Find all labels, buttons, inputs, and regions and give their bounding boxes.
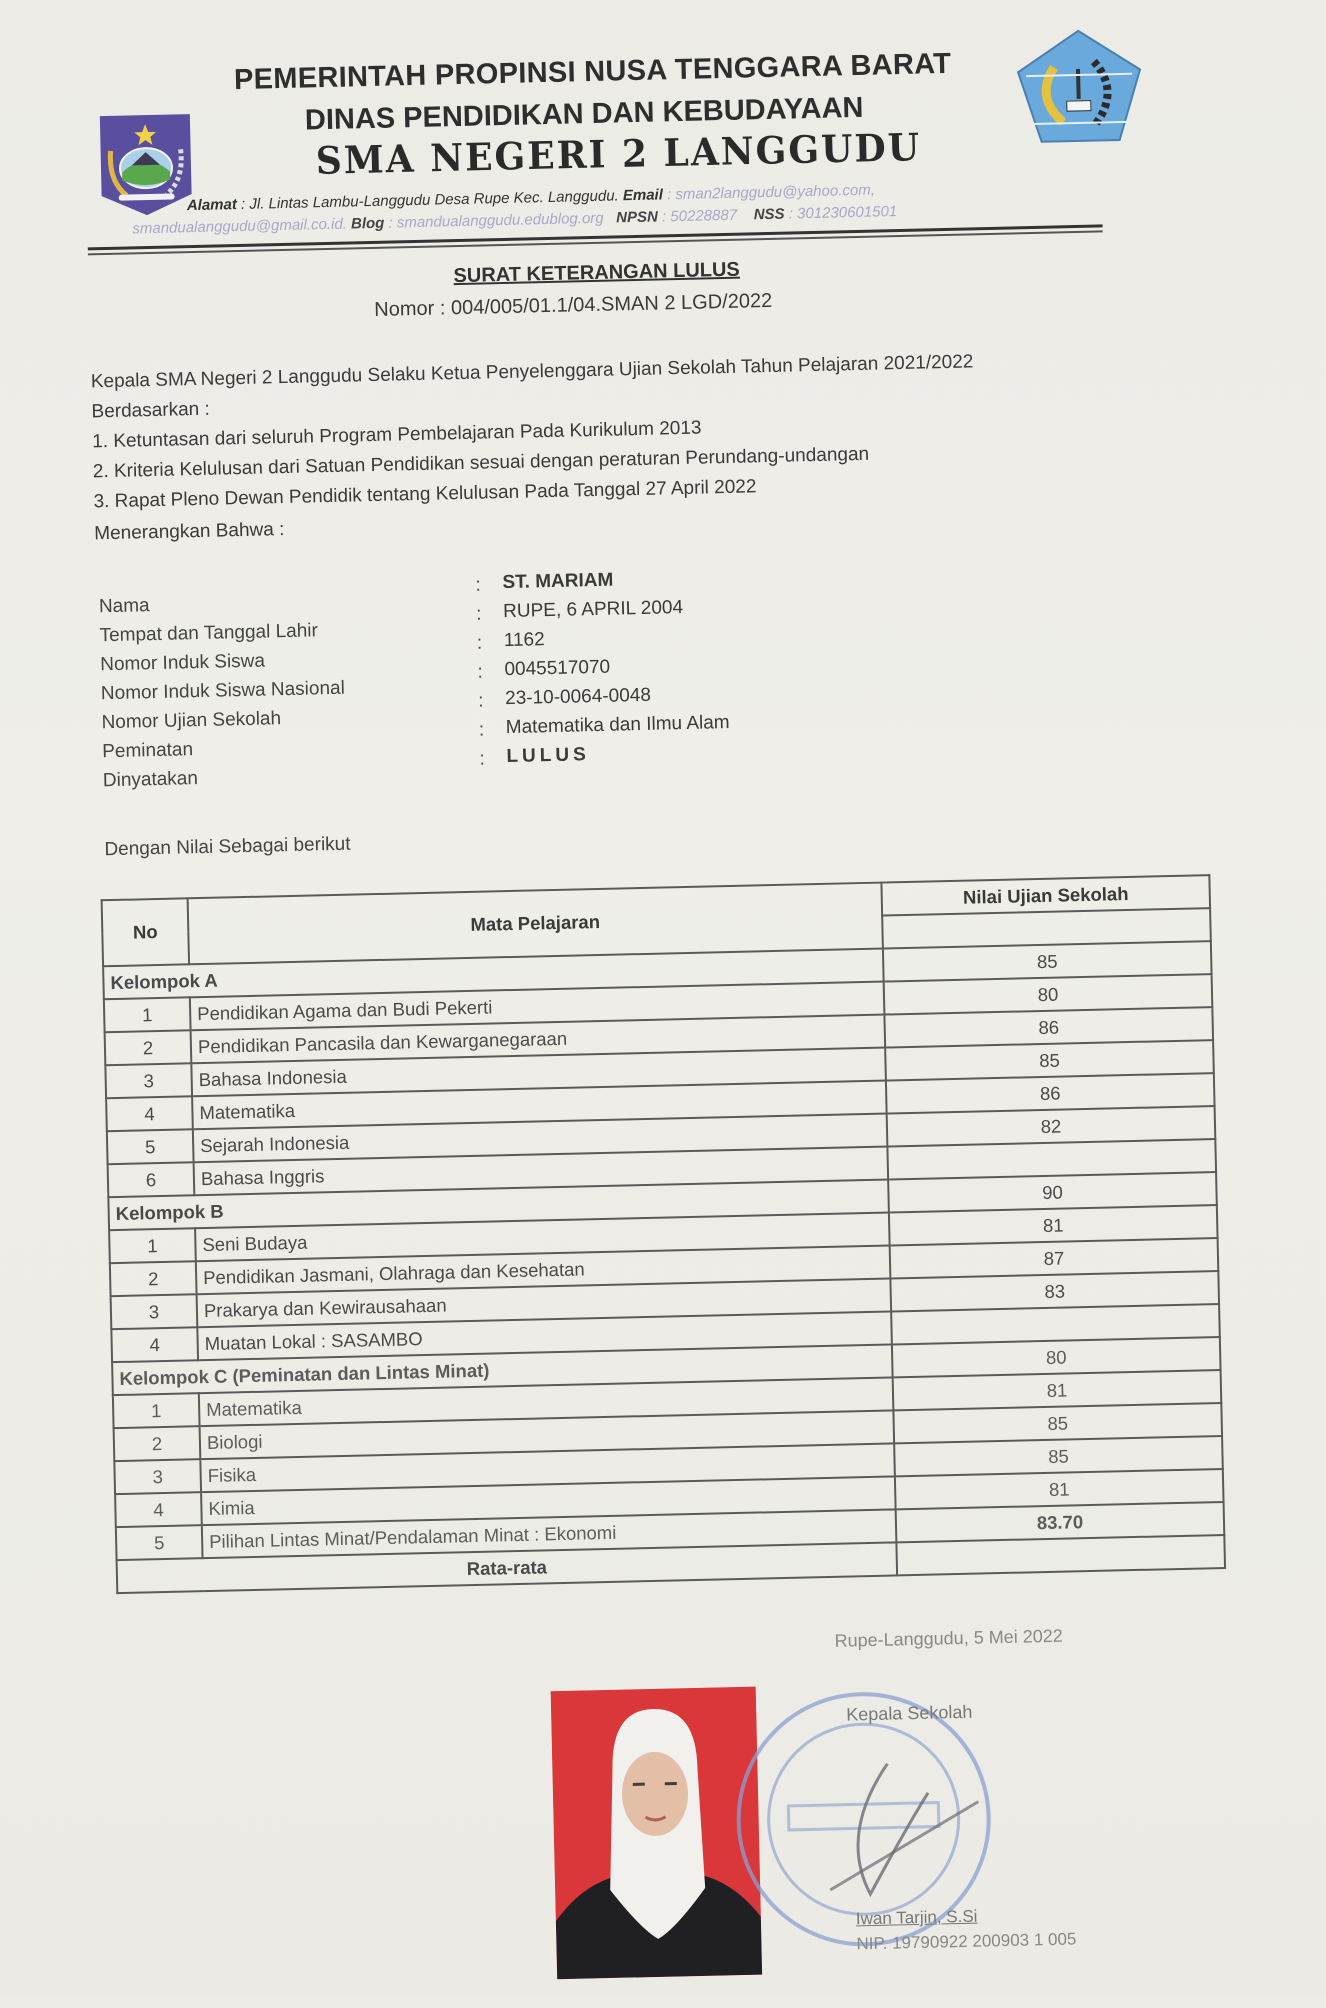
row-no: 2: [105, 1030, 192, 1065]
row-score: 86: [886, 1073, 1215, 1113]
row-no: 5: [107, 1129, 194, 1164]
row-subject: Kimia: [201, 1476, 896, 1525]
blog-value: : smandualanggudu.edublog.org: [388, 209, 604, 232]
field-colon: :: [478, 719, 485, 741]
row-score: 81: [893, 1370, 1222, 1410]
group-score: 80: [892, 1337, 1221, 1377]
row-subject: Matematika: [199, 1377, 894, 1426]
row-subject: Pendidikan Agama dan Budi Pekerti: [190, 982, 885, 1031]
student-nis: 1162: [503, 629, 545, 652]
row-subject: Seni Budaya: [195, 1213, 890, 1262]
row-score: 82: [887, 1106, 1216, 1146]
header-score: Nilai Ujian Sekolah: [881, 875, 1210, 915]
school-emblem-icon: [1013, 25, 1146, 146]
nss-label: NSS: [753, 205, 785, 224]
row-subject: Prakarya dan Kewirausahaan: [197, 1278, 892, 1327]
row-score: 83: [890, 1271, 1219, 1311]
grades-table: [101, 874, 1226, 1594]
field-colon: :: [477, 690, 484, 712]
row-no: 3: [111, 1294, 198, 1329]
row-score: 83.70: [896, 1502, 1225, 1542]
npsn-value: : 50228887: [661, 206, 738, 226]
field-colon: :: [479, 748, 486, 770]
letter-number: Nomor : 004/005/01.1/04.SMAN 2 LGD/2022: [374, 289, 773, 321]
average-value: [896, 1535, 1225, 1575]
row-subject: Bahasa Inggris: [194, 1147, 889, 1196]
field-colon: :: [475, 603, 482, 625]
opening-line: Kepala SMA Negeri 2 Langgudu Selaku Ketua Penyelenggara Ujian Sekolah Tahun Pelajaran 2021/2022: [90, 351, 974, 393]
field-label-birth: Tempat dan Tanggal Lahir: [99, 620, 319, 647]
row-no: 5: [116, 1525, 203, 1560]
basis-item: 1. Ketuntasan dari seluruh Program Pembelajaran Pada Kurikulum 2013: [91, 417, 702, 453]
email2-value: smandualanggudu@gmail.co.id.: [132, 215, 348, 238]
header-subject: Mata Pelajaran: [188, 883, 883, 965]
row-no: 4: [111, 1327, 198, 1362]
row-score: 85: [893, 1403, 1222, 1443]
row-score: 81: [895, 1469, 1224, 1509]
row-no: 6: [108, 1162, 195, 1197]
group-label: Kelompok B: [108, 1180, 889, 1231]
address-label: Alamat: [186, 196, 238, 215]
place-date: Rupe-Langgudu, 5 Mei 2022: [834, 1625, 1063, 1651]
row-score: 85: [885, 1040, 1214, 1080]
field-label-exam-number: Nomor Ujian Sekolah: [101, 708, 282, 734]
field-label-nama: Nama: [98, 595, 150, 618]
row-score: 85: [894, 1436, 1223, 1476]
signer-name: Iwan Tarjin, S.Si: [855, 1906, 978, 1929]
row-no: 4: [115, 1492, 202, 1527]
field-label-nis: Nomor Induk Siswa: [100, 650, 266, 676]
group-label: Kelompok C (Peminatan dan Lintas Minat): [112, 1344, 893, 1395]
row-subject: Pendidikan Pancasila dan Kewarganegaraan: [191, 1015, 886, 1064]
province-emblem-icon: [95, 109, 197, 221]
nss-value: : 301230601501: [788, 203, 898, 223]
row-subject: Fisika: [200, 1443, 895, 1492]
basis-item: 3. Rapat Pleno Dewan Pendidik tentang Kelulusan Pada Tanggal 27 April 2022: [93, 476, 757, 513]
group-score: 90: [888, 1172, 1217, 1212]
row-no: 2: [114, 1426, 201, 1461]
row-no: 1: [104, 997, 191, 1032]
row-subject: Biologi: [200, 1410, 895, 1459]
blog-label: Blog: [350, 214, 385, 233]
row-score: 80: [884, 974, 1213, 1014]
group-score: 85: [883, 941, 1212, 981]
student-name: ST. MARIAM: [502, 569, 614, 594]
row-no: 3: [105, 1063, 192, 1098]
row-score: 87: [890, 1238, 1219, 1278]
field-colon: :: [475, 574, 482, 596]
student-result: LULUS: [506, 744, 590, 768]
header-government-line: PEMERINTAH PROPINSI NUSA TENGGARA BARAT: [233, 47, 952, 97]
field-label-result: Dinyatakan: [102, 768, 199, 792]
signer-nip: NIP. 19790922 200903 1 005: [856, 1929, 1077, 1954]
row-no: 3: [114, 1459, 201, 1494]
row-no: 1: [113, 1393, 200, 1428]
student-birth: RUPE, 6 APRIL 2004: [502, 597, 684, 623]
address-value: : Jl. Lintas Lambu-Langgudu Desa Rupe Kec. Langgudu.: [240, 187, 619, 213]
grades-intro: Dengan Nilai Sebagai berikut: [104, 833, 351, 861]
field-label-major: Peminatan: [102, 739, 194, 763]
group-label: Kelompok A: [103, 949, 884, 1000]
row-no: 1: [109, 1228, 196, 1263]
basis-label: Berdasarkan :: [91, 398, 211, 423]
student-major: Matematika dan Ilmu Alam: [505, 711, 730, 739]
header-department-line: DINAS PENDIDIKAN DAN KEBUDAYAAN: [304, 91, 864, 137]
row-no: 2: [110, 1261, 197, 1296]
row-subject: Sejarah Indonesia: [193, 1114, 888, 1163]
school-name: SMA NEGERI 2 LANGGUDU: [315, 125, 922, 184]
row-score: 81: [889, 1205, 1218, 1245]
row-no: 4: [106, 1096, 193, 1131]
header-no: No: [102, 898, 189, 966]
email-value: : sman2langgudu@yahoo.com,: [666, 181, 876, 204]
row-subject: Pendidikan Jasmani, Olahraga dan Kesehatan: [196, 1245, 891, 1294]
row-subject: Matematika: [192, 1081, 887, 1130]
statement-line: Menerangkan Bahwa :: [94, 519, 285, 545]
student-nisn: 0045517070: [504, 656, 611, 681]
row-score: 86: [884, 1007, 1213, 1047]
student-exam-number: 23-10-0064-0048: [504, 684, 652, 710]
signer-role: Kepala Sekolah: [846, 1701, 973, 1725]
letter-title: SURAT KETERANGAN LULUS: [453, 258, 741, 288]
email-label: Email: [622, 186, 664, 205]
basis-item: 2. Kriteria Kelulusan dari Satuan Pendidikan sesuai dengan peraturan Perundang-undangan: [92, 443, 870, 483]
field-label-nisn: Nomor Induk Siswa Nasional: [100, 677, 346, 705]
row-subject: Pilihan Lintas Minat/Pendalaman Minat : Ekonomi: [202, 1509, 897, 1558]
average-label: Rata-rata: [117, 1542, 898, 1593]
field-colon: :: [476, 632, 483, 654]
npsn-label: NPSN: [615, 208, 659, 227]
field-colon: :: [477, 661, 484, 683]
row-subject: Bahasa Indonesia: [191, 1048, 886, 1097]
row-subject: Muatan Lokal : SASAMBO: [197, 1311, 892, 1360]
